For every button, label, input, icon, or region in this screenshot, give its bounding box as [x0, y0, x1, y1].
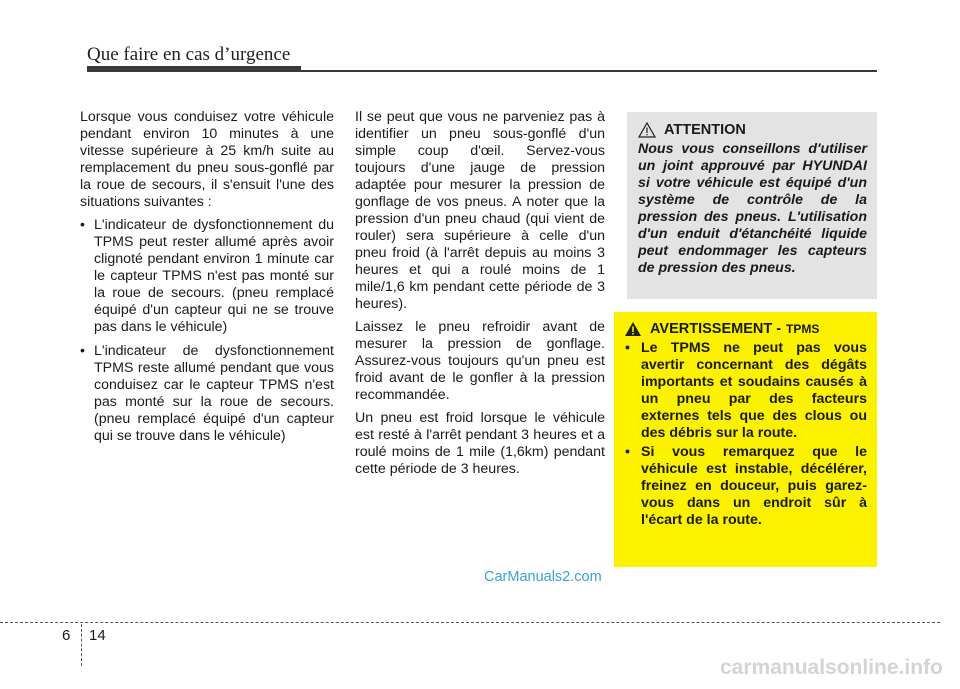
- list-item-text: L'indicateur de dysfonctionnement TPMS reste allumé pendant que vous conduisez car le capteur TPMS n'est pas monté sur la roue de secours. (pneu remplacé équipé d'un capteur qui se trouve dans le véhicule): [94, 343, 334, 444]
- warning-triangle-icon: [624, 321, 642, 337]
- left-bullet-list: [80, 217, 334, 445]
- bullet-dot: •: [625, 340, 630, 356]
- list-item: [624, 340, 867, 442]
- attention-heading: [638, 122, 867, 138]
- paragraph: Laissez le pneu refroidir avant de mesurer la pression de gonflage. Assurez-vous toujours qu'un pneu est froid avant de le gonfler à la pression recommandée.: [355, 319, 605, 403]
- attention-text: Nous vous conseillons d'utiliser un joint approuvé par HYUNDAI si votre véhicule est équipé d'un système de contrôle de la pression des pneus. L'utilisation d'un enduit d'étanchéité liquide peut endommager les capteurs de pression des pneus.: [638, 141, 867, 276]
- list-item-text: L'indicateur de dysfonctionnement du TPMS peut rester allumé après avoir clignoté pendant environ 1 minute car le capteur TPMS n'est pas monté sur la roue de secours. (pneu remplacé équipé d'un capteur qui ne se trouve pas dans le véhicule): [94, 217, 334, 335]
- list-item: [80, 217, 334, 336]
- attention-box: [627, 112, 877, 299]
- site-watermark: carmanualsonline.info: [720, 656, 943, 679]
- list-item-text: Le TPMS ne peut pas vous avertir concernant des dégâts importants et soudains causés à un pneu par des facteurs externes tels que des clous ou des débris sur la route.: [641, 340, 867, 441]
- page-number-separator: [81, 624, 82, 666]
- chapter-number: 6: [62, 627, 71, 644]
- watermark: CarManuals2.com: [484, 569, 602, 585]
- header-rule-thin: [301, 70, 877, 72]
- bullet-dot: •: [80, 217, 85, 233]
- warning-title: AVERTISSEMENT -: [650, 321, 782, 337]
- list-item-text: Si vous remarquez que le véhicule est instable, décélérer, freinez en douceur, puis garez-vous dans un endroit sûr à l'écart de la route.: [641, 444, 867, 528]
- paragraph: Un pneu est froid lorsque le véhicule est resté à l'arrêt pendant 3 heures et a roulé moins de 1 mile (1,6km) pendant cette période de 3 heures.: [355, 410, 605, 477]
- intro-paragraph: Lorsque vous conduisez votre véhicule pendant environ 10 minutes à une vitesse supérieure à 25 km/h suite au remplacement du pneu sous-gonflé par la roue de secours, il s'ensuit l'une des situations suivantes :: [80, 109, 334, 210]
- page-title: Que faire en cas d’urgence: [87, 44, 291, 65]
- attention-title: ATTENTION: [664, 122, 746, 138]
- page-number: 14: [89, 627, 106, 644]
- header-rule-thick: [87, 66, 301, 72]
- caution-triangle-icon: [638, 122, 656, 138]
- bullet-dot: •: [80, 343, 85, 359]
- bullet-dot: •: [625, 444, 630, 460]
- list-item: [80, 343, 334, 445]
- left-column: [80, 109, 334, 452]
- warning-title-suffix: TPMS: [786, 322, 820, 336]
- warning-bullet-list: [624, 340, 867, 529]
- footer-divider: [0, 622, 940, 623]
- warning-heading: [624, 321, 867, 337]
- paragraph: Il se peut que vous ne parveniez pas à identifier un pneu sous-gonflé d'un simple coup d'œil. Servez-vous toujours d'une jauge de pression adaptée pour mesurer la pression de gonflage de vos pneus. A noter que la pression d'un pneu chaud (qui vient de rouler) sera supérieure à celle d'un pneu froid (à l'arrêt depuis au moins 3 heures et qui a roulé moins de 1 mile/1,6 km pendant cette période de 3 heures).: [355, 109, 605, 312]
- list-item: [624, 444, 867, 529]
- middle-column: [355, 109, 605, 484]
- warning-box: [614, 312, 877, 567]
